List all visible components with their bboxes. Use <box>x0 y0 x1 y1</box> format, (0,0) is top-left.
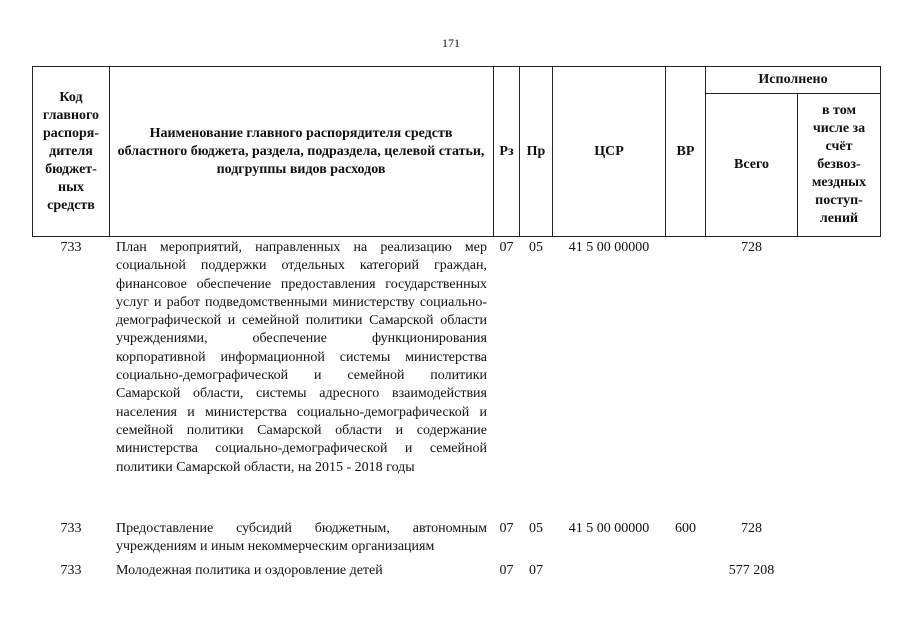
header-name-text: Наименование главного распорядителя средств областного бюджета, раздела, подраздела, целевой статьи, подгруппы видов расходов <box>117 125 485 177</box>
header-code-text: Код главного распоря- дителя бюджет- ных средств <box>42 89 100 213</box>
row-rz: 07 <box>499 563 514 578</box>
row-pr: 05 <box>529 240 543 255</box>
header-executed-text: Исполнено <box>758 72 828 87</box>
row-name: Молодежная политика и оздоровление детей <box>116 563 383 578</box>
header-csr <box>553 67 665 236</box>
col-border-code <box>109 66 110 237</box>
row-csr: 41 5 00 00000 <box>568 240 650 255</box>
header-rz-text: Рз <box>499 143 514 159</box>
row-total: 728 <box>741 240 762 255</box>
row-pr: 07 <box>529 563 543 578</box>
row-code: 733 <box>60 240 82 255</box>
row-rz: 07 <box>499 521 514 536</box>
header-incl-free <box>808 94 870 236</box>
col-border-total <box>797 93 798 237</box>
row-code: 733 <box>60 521 82 536</box>
header-vr <box>666 67 705 236</box>
header-total-text: Всего <box>734 157 769 172</box>
header-total <box>706 94 797 236</box>
header-incl-free-text: в том числе за счёт безвоз- мездных поступ- лений <box>811 103 867 226</box>
header-pr <box>520 67 552 236</box>
header-name <box>115 67 487 236</box>
header-bottom-border <box>32 236 881 237</box>
header-vr-text: ВР <box>676 143 695 159</box>
row-pr: 05 <box>529 521 543 536</box>
row-vr: 600 <box>675 521 696 536</box>
row-name: План мероприятий, направленных на реализацию мер социальной поддержки отдельных категорий граждан, финансовое обеспечение предоставления государственных услуг и работ подведомственными министерству социально-демографической и семейной политики Самарской области учреждениями, обеспечение функционирования корпоративной информационной системы министерства социально-демографической и семейной политики Самарской области, системы адресного взаимодействия населения и министерства социально-демографической и семейной политики Самарской области и содержание министерства социально-демографической и семейной политики Самарской области, на 2015 - 2018 годы <box>116 240 487 475</box>
row-total: 728 <box>741 521 762 536</box>
row-code: 733 <box>60 563 82 578</box>
row-name: Предоставление субсидий бюджетным, автономным учреждениям и иным некоммерческим организациям <box>116 521 487 555</box>
header-executed <box>706 67 880 93</box>
page-number: 171 <box>442 36 460 50</box>
row-csr: 41 5 00 00000 <box>568 521 650 536</box>
header-pr-text: Пр <box>526 143 546 159</box>
header-code <box>33 67 109 236</box>
row-total: 577 208 <box>728 563 775 578</box>
col-border-right <box>880 66 881 237</box>
row-rz: 07 <box>499 240 514 255</box>
header-rz <box>494 67 519 236</box>
header-csr-text: ЦСР <box>594 143 624 159</box>
